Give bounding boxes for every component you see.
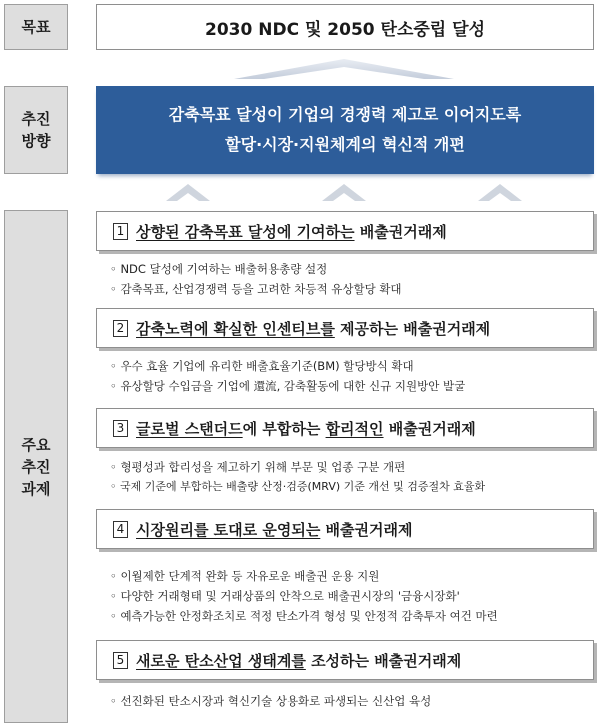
bullet-item: ◦ 다양한 거래형태 및 거래상품의 안착으로 배출권시장의 '금융시장화' (110, 586, 596, 606)
task-2-bullets (110, 356, 596, 396)
label-goal (4, 4, 68, 50)
bullet-item: ◦ 감축목표, 산업경쟁력 등을 고려한 차등적 유상할당 확대 (110, 279, 596, 299)
task-title-emphasis: 새로운 탄소산업 생태계를 (136, 651, 306, 670)
task-number: 5 (113, 652, 128, 669)
label-goal-text: 목표 (21, 18, 51, 36)
task-title-emphasis: 상향된 감축목표 달성에 기여하는 (136, 222, 355, 241)
label-tasks (4, 210, 68, 723)
task-2-header (96, 308, 594, 348)
task-4-header (96, 509, 594, 549)
task-title-rest: 배출권거래제 (354, 222, 447, 241)
up-arrow-icon (234, 57, 454, 81)
bullet-item: ◦ 예측가능한 안정화조치로 적정 탄소가격 형성 및 안정적 감축투자 여건 마련 (110, 606, 596, 626)
up-arrow-icon (166, 182, 210, 202)
task-title-emphasis: 글로벌 스탠더드 (136, 419, 243, 438)
up-arrow-icon (322, 182, 366, 202)
bullet-item: ◦ 이월제한 단계적 완화 등 자유로운 배출권 운용 지원 (110, 566, 596, 586)
label-direction-line2: 방향 (21, 132, 51, 150)
direction-line2: 할당·시장·지원체계의 혁신적 개편 (225, 135, 465, 154)
task-3-header (96, 408, 594, 448)
label-tasks-line2: 추진 (21, 457, 51, 476)
label-direction-line1: 추진 (21, 110, 51, 128)
task-number: 2 (113, 320, 128, 337)
bullet-item: ◦ 형평성과 합리성을 제고하기 위해 부문 및 업종 구분 개편 (110, 457, 596, 477)
task-5-bullets (110, 691, 596, 711)
task-3-bullets (110, 457, 596, 497)
task-title-rest: 배출권거래제 (320, 520, 413, 539)
task-title-emphasis: 시장원리를 토대로 운영되는 (136, 520, 321, 539)
direction-box (96, 86, 594, 174)
bullet-item: ◦ 선진화된 탄소시장과 혁신기술 상용화로 파생되는 신산업 육성 (110, 691, 596, 711)
bullet-item: ◦ 국제 기준에 부합하는 배출량 산정·검증(MRV) 기준 개선 및 검증절차 효율화 (110, 477, 596, 497)
task-title-rest: 제공하는 배출권거래제 (334, 319, 491, 338)
bullet-item: ◦ 유상할당 수입금을 기업에 還流, 감축활동에 대한 신규 지원방안 발굴 (110, 376, 596, 396)
label-tasks-line1: 주요 (21, 435, 51, 454)
bullet-item: ◦ 우수 효율 기업에 유리한 배출효율기준(BM) 할당방식 확대 (110, 356, 596, 376)
task-title-mid: 에 부합하는 (242, 419, 326, 438)
task-title-emphasis: 합리적인 (325, 419, 384, 438)
goal-text: 2030 NDC 및 2050 탄소중립 달성 (205, 19, 485, 40)
task-title-rest: 조성하는 배출권거래제 (305, 651, 462, 670)
task-title-rest: 배출권거래제 (383, 419, 476, 438)
goal-box (96, 4, 594, 50)
label-tasks-line3: 과제 (21, 479, 51, 498)
task-title-emphasis: 감축노력에 확실한 인센티브를 (136, 319, 335, 338)
up-arrow-icon (478, 182, 522, 202)
task-5-header (96, 640, 594, 680)
direction-line1: 감축목표 달성이 기업의 경쟁력 제고로 이어지도록 (168, 105, 522, 124)
label-direction (4, 86, 68, 174)
task-1-bullets (110, 259, 596, 299)
bullet-item: ◦ NDC 달성에 기여하는 배출허용총량 설정 (110, 259, 596, 279)
task-number: 1 (113, 223, 128, 240)
task-number: 3 (113, 420, 128, 437)
task-number: 4 (113, 521, 128, 538)
task-1-header (96, 211, 594, 251)
task-4-bullets (110, 566, 596, 626)
